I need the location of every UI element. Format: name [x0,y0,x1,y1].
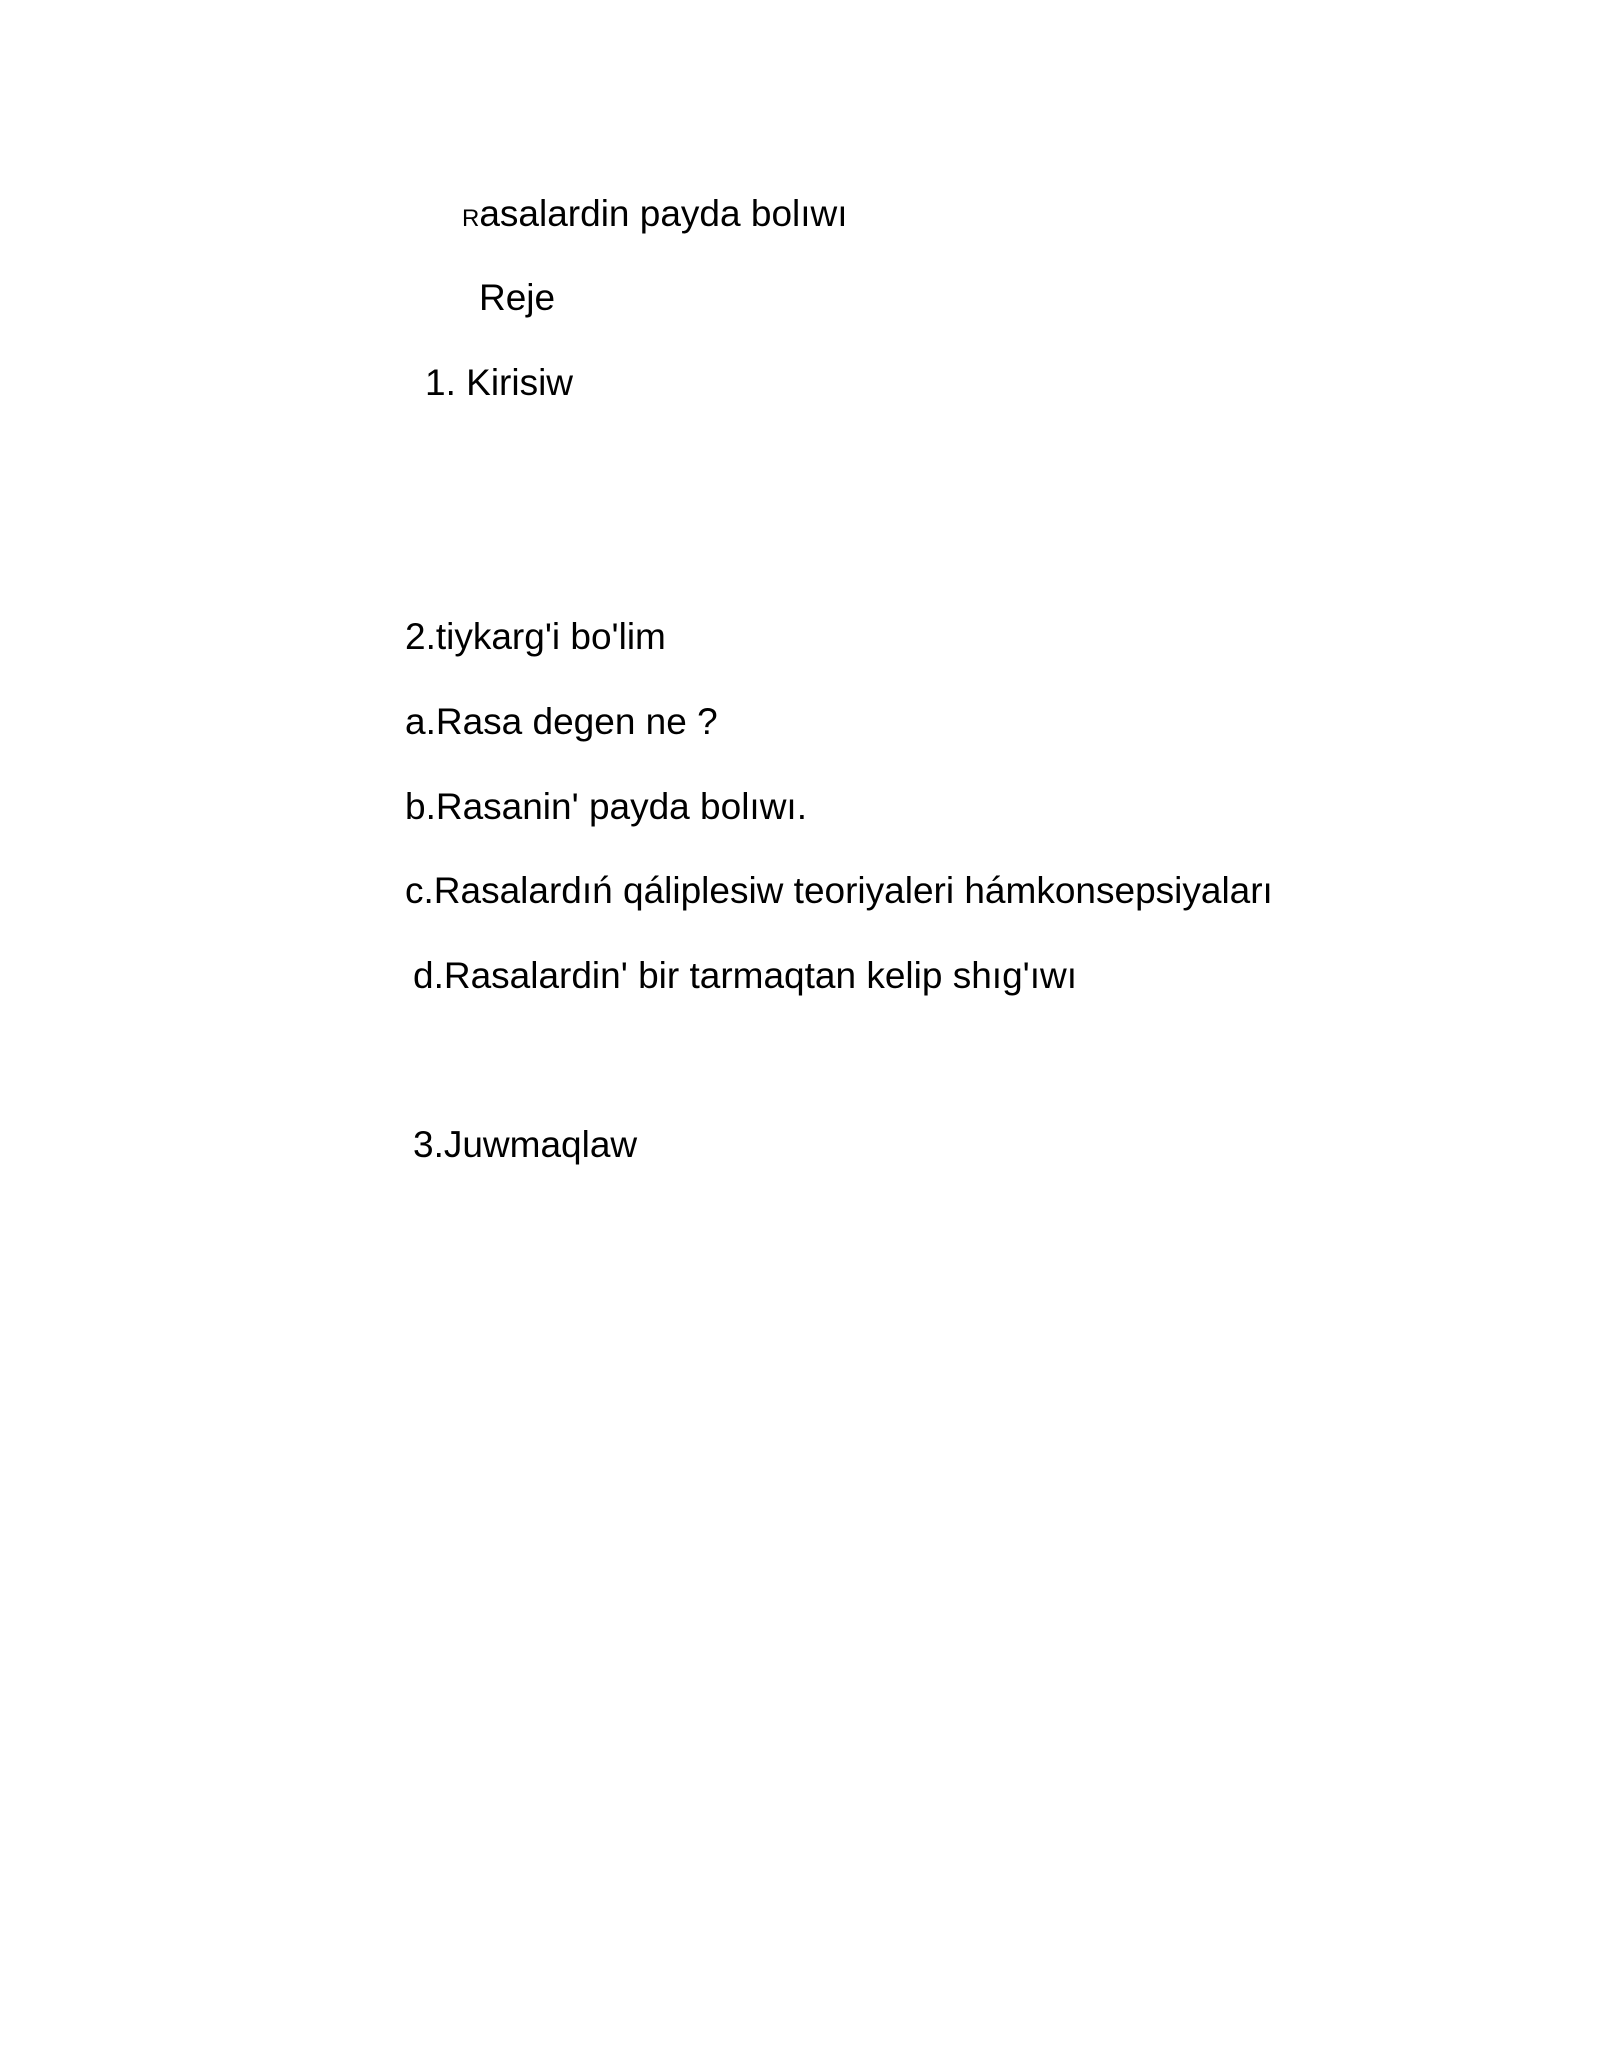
title-text: asalardin payda bolıwı [479,193,848,234]
plan-heading: Reje [479,277,556,318]
outline-subitem-a: a.Rasa degen ne ? [405,701,718,742]
document-title [462,192,848,241]
outline-item-conclusion: 3.Juwmaqlaw [413,1124,638,1165]
outline-item-main-part: 2.tiykarg'i bo'lim [405,616,666,657]
outline-subitem-d: d.Rasalardin' bir tarmaqtan kelip shıg'ıwı [413,955,1077,996]
outline-subitem-c: c.Rasalardıń qáliplesiw teoriyaleri hámkonsepsiyaları [405,870,1273,911]
outline-subitem-b: b.Rasanin' payda bolıwı. [405,786,807,827]
title-initial: R [462,205,480,232]
outline-item-introduction: 1. Kirisiw [425,362,574,403]
